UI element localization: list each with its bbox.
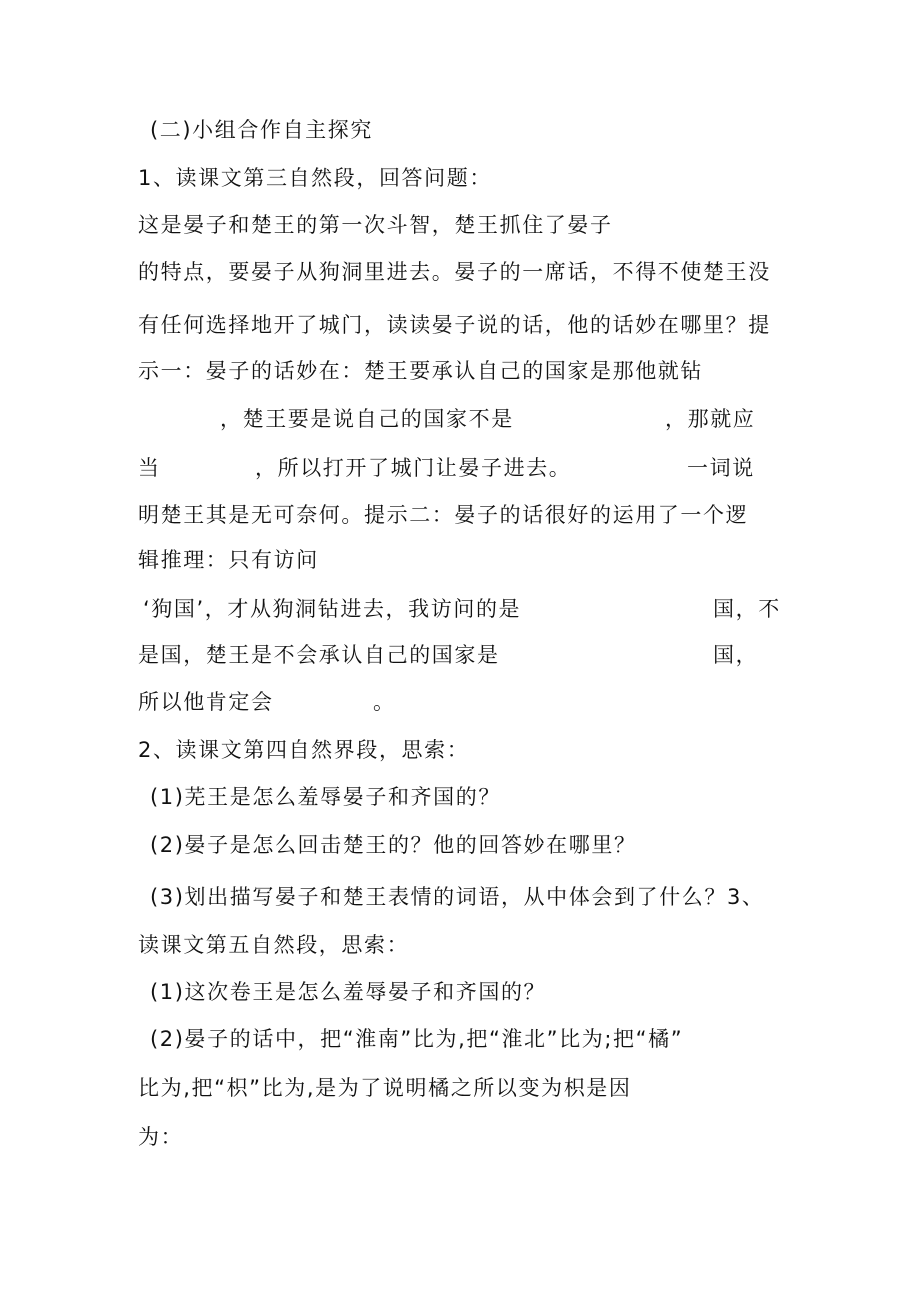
q1-hint2-line-1: 辑推理：只有访问 (138, 548, 319, 572)
question-2-title: 2、读课文第四自然界段，思索： (138, 738, 470, 762)
question-1-title: 1、读课文第三自然段，回答问题： (138, 166, 492, 190)
q1-intro-line-2: 的特点，要晏子从狗洞里进去。晏子的一席话，不得不使楚王没 (138, 260, 771, 284)
q1-hint1-line-3-a: 当 (138, 456, 161, 480)
q1-hint2-line-2-a: ‘狗国’，才从狗洞钻进去，我访问的是 (143, 597, 522, 621)
q1-hint1-line-3-b: ，所以打开了城门让晏子进去。 (255, 456, 572, 480)
q3-item-2-line-1: (2)晏子的话中，把“淮南”比为,把“淮北”比为;把“橘” (150, 1027, 684, 1051)
q1-hint2-line-2-b: 国，不 (713, 597, 781, 621)
q1-intro-line-1: 这是晏子和楚王的第一次斗智，楚王抓住了晏子 (138, 213, 613, 237)
q1-hint2-line-4-a: 所以他肯定会 (138, 690, 274, 714)
q3-item-2-line-2: 比为,把“枳”比为,是为了说明橘之所以变为枳是因 (138, 1076, 632, 1100)
q1-hint1-line-3-c: 一词说 (687, 456, 755, 480)
q1-hint1-line-1: 示一：晏子的话妙在：楚王要承认自己的国家是那他就钻 (138, 359, 703, 383)
q1-intro-line-3: 有任何选择地开了城门，读读晏子说的话，他的话妙在哪里？提 (138, 313, 771, 337)
section-heading: (二)小组合作自主探究 (150, 118, 373, 142)
q3-item-1: (1)这次卷王是怎么羞辱晏子和齐国的？ (150, 980, 547, 1004)
q1-hint1-line-4: 明楚王其是无可奈何。提示二：晏子的话很好的运用了一个逻 (138, 503, 749, 527)
q1-hint2-line-3-b: 国， (713, 643, 759, 667)
q1-hint2-line-3-a: 是国，楚王是不会承认自己的国家是 (138, 643, 500, 667)
q3-item-2-line-3: 为： (138, 1125, 184, 1149)
q1-hint1-line-2-a: ，楚王要是说自己的国家不是 (220, 407, 514, 431)
q1-hint1-line-2-b: ，那就应 (665, 407, 756, 431)
q2-item-3: (3)划出描写晏子和楚王表情的词语，从中体会到了什么？3、 (150, 885, 765, 909)
q2-item-1: (1)芜王是怎么羞辱晏子和齐国的？ (150, 785, 501, 809)
question-3-title: 读课文第五自然段，思索： (138, 933, 410, 957)
q1-hint2-line-4-b: 。 (373, 690, 396, 714)
q2-item-2: (2)晏子是怎么回击楚王的？他的回答妙在哪里？ (150, 833, 637, 857)
